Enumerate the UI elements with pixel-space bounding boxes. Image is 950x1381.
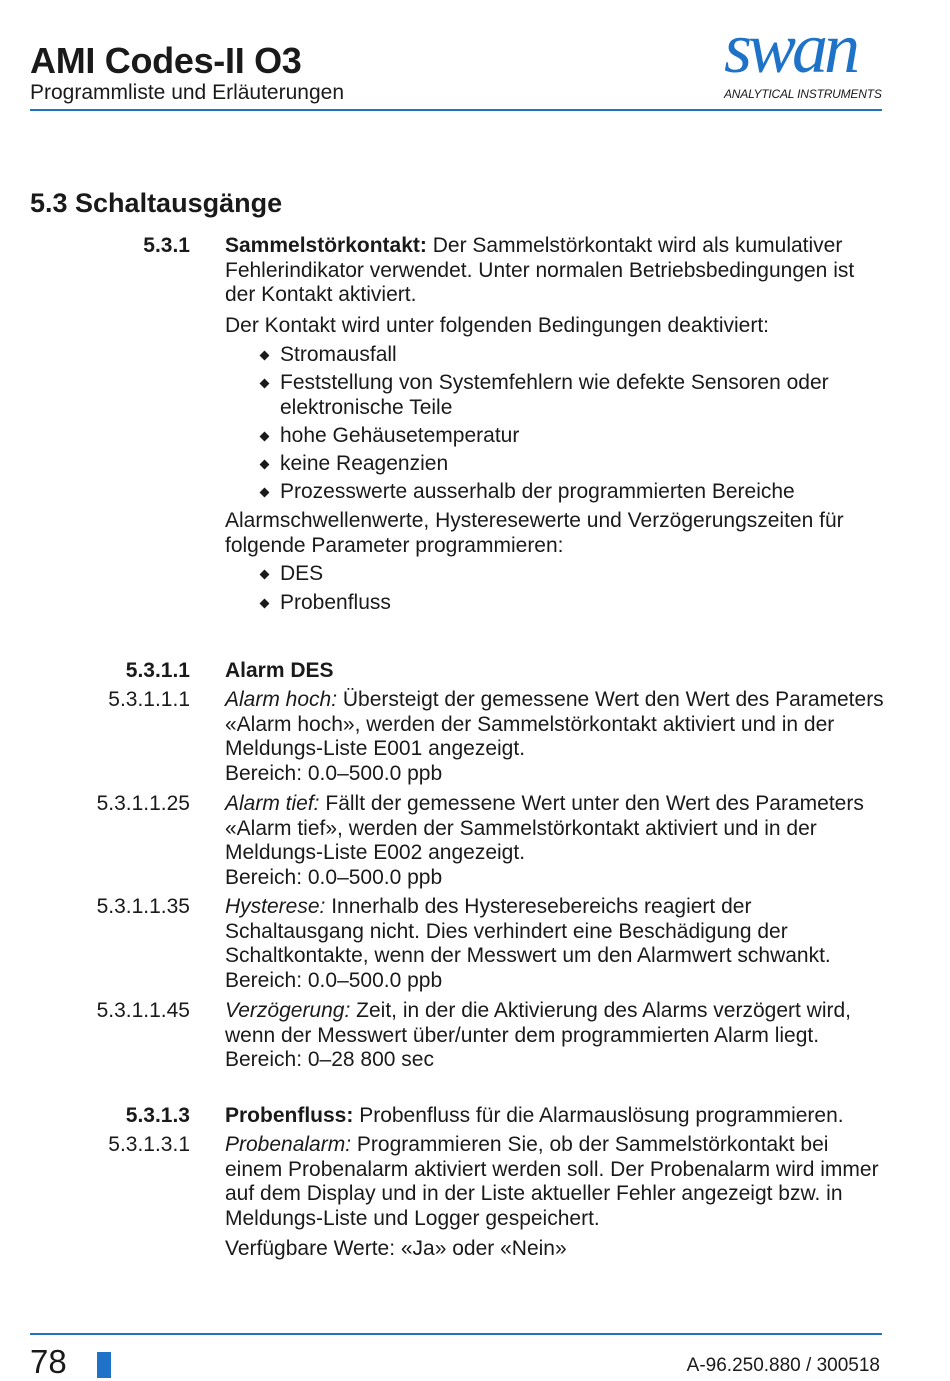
sammelstoerkontakt-heading: Sammelstörkontakt: [225,234,427,257]
item-term: Verzögerung: [225,999,351,1022]
sammelstoerkontakt-paragraph [225,234,885,308]
footer-divider [30,1333,882,1335]
logo-wordmark: swan [724,8,857,88]
item-term: Probenalarm: [225,1133,352,1156]
logo-tagline: ANALYTICAL INSTRUMENTS [724,87,882,101]
bullet-diamond-icon [260,488,270,498]
bullet-diamond-icon [260,351,270,361]
item-term: Alarm tief: [225,792,320,815]
document-subtitle: Programmliste und Erläuterungen [30,81,344,104]
item-text: Zeit, in der die Aktivierung des Alarms verzögert wird, wenn der Messwert über/unter dem programmierten Alarm liegt. [225,999,852,1047]
item-number: 5.3.1.1.1 [108,688,190,711]
bullet-diamond-icon [260,599,270,609]
document-title: AMI Codes-II O3 [30,40,302,81]
item-number: 5.3.1.1.35 [96,895,190,918]
page-number: 78 [30,1343,67,1380]
bullet-diamond-icon [260,570,270,580]
header-divider [30,109,882,111]
deactivate-intro: Der Kontakt wird unter folgenden Bedingungen deaktiviert: [225,314,770,337]
item-term: Hysterese: [225,895,326,918]
section-number-5-3-1: 5.3.1 [143,234,190,257]
bullet-diamond-icon [260,460,270,470]
item-range: Bereich: 0.0–500.0 ppb [225,968,443,992]
sammelstoerkontakt-text: Der Sammelstörkontakt wird als kumulativer Fehlerindikator verwendet. Unter normalen Betriebsbedingungen ist der Kontakt aktiviert. [225,234,855,306]
available-values: Verfügbare Werte: «Ja» oder «Nein» [225,1237,567,1260]
section-number-5-3-1-1: 5.3.1.1 [125,659,190,682]
probenfluss-paragraph [225,1104,885,1129]
alarm-des-heading: Alarm DES [225,659,334,682]
item-term: Alarm hoch: [225,688,338,711]
bullet-diamond-icon [260,379,270,389]
item-number: 5.3.1.3.1 [108,1133,190,1156]
item-range: Bereich: 0.0–500.0 ppb [225,761,443,785]
probenalarm-paragraph [225,1133,885,1231]
item-text: Innerhalb des Hysteresebereichs reagiert der Schaltausgang nicht. Dies verhindert eine Beschädigung der Schaltkontakte, wenn der Messwert um den Alarmwert schwankt. [225,895,831,967]
verzoegerung-paragraph [225,999,885,1073]
alarm-tief-paragraph [225,792,885,890]
item-number: 5.3.1.1.45 [96,999,190,1022]
item-range: Bereich: 0–28 800 sec [225,1048,434,1071]
item-text: Übersteigt der gemessene Wert den Wert des Parameters «Alarm hoch», werden der Sammelstörkontakt aktiviert und in der Meldungs-Liste E001 angezeigt. [225,688,884,760]
bullet-diamond-icon [260,432,270,442]
item-range: Bereich: 0.0–500.0 ppb [225,865,443,889]
params-intro: Alarmschwellenwerte, Hysteresewerte und Verzögerungszeiten für folgende Parameter programmieren: [225,509,844,557]
probenfluss-text: Probenfluss für die Alarmauslösung programmieren. [353,1104,844,1127]
section-title: 5.3 Schaltausgänge [30,188,283,218]
hysterese-paragraph [225,895,885,993]
swan-logo [720,8,886,104]
document-code: A-96.250.880 / 300518 [686,1355,880,1376]
probenfluss-heading: Probenfluss: [225,1104,354,1127]
page-marker [97,1352,111,1378]
item-text: Programmieren Sie, ob der Sammelstörkontakt bei einem Probenalarm aktiviert werden soll. Der Probenalarm wird immer auf dem Display und in der Liste aktueller Fehler angezeigt bzw. in Meldungs-Liste und Logger gespeichert. [225,1133,879,1230]
section-number-5-3-1-3: 5.3.1.3 [125,1104,190,1127]
item-text: Fällt der gemessene Wert unter den Wert des Parameters «Alarm tief», werden der Sammelstörkontakt aktiviert und in der Meldungs-Liste E002 angezeigt. [225,792,864,864]
alarm-hoch-paragraph [225,688,885,786]
item-number: 5.3.1.1.25 [96,792,190,815]
